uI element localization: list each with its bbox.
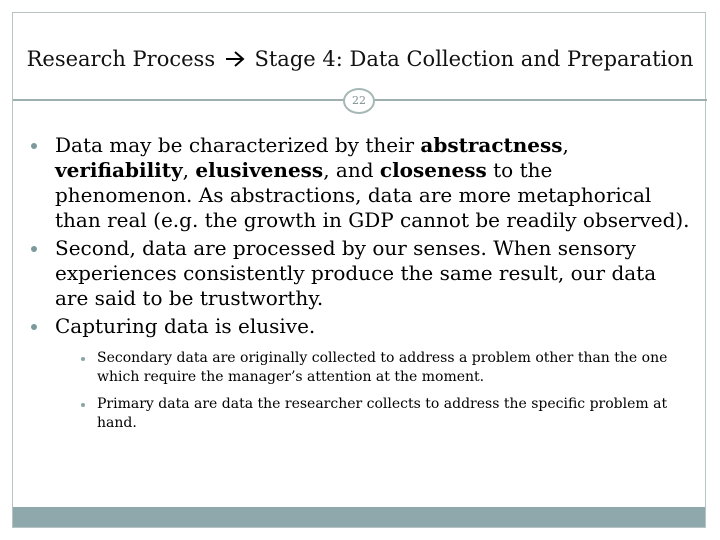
bullet-list [13,133,693,441]
term-abstractness: abstractness [420,133,563,157]
slide [12,12,706,528]
bullet-dot-icon [31,143,37,149]
bullet-dot-icon [31,246,37,252]
slide-title [13,47,707,71]
title-part-2: Stage 4: Data Collection and Preparation [254,47,694,71]
slide-number: 22 [343,88,375,114]
term-closeness: closeness [379,158,487,182]
title-part-1: Research Process [26,47,216,71]
sub-bullet-item: Primary data are data the researcher collects to address the specific problem at hand. [55,395,693,433]
term-elusiveness: elusiveness [195,158,324,182]
bullet-item: Data may be characterized by their abstractness, verifiability, elusiveness, and closeness to the phenomenon. As abstractions, data are more metaphorical than real (e.g. the growth in GDP cannot be readily observed). [13,133,693,233]
sub-bullet-dot-icon [81,403,85,407]
footer-bar [13,507,705,527]
sub-bullet-item: Secondary data are originally collected to address a problem other than the one which require the manager’s attention at the moment. [55,349,693,387]
bullet-item: Capturing data is elusive. Secondary data are originally collected to address a problem other than the one which require the manager’s attention at the moment. Primary data are data the researcher collects to address the specific problem at hand. [13,314,693,433]
bullet-dot-icon [31,324,37,330]
arrow-right-icon [224,50,246,68]
bullet-item: Second, data are processed by our senses. When sensory experiences consistently produce the same result, our data are said to be trustworthy. [13,236,693,311]
sub-bullet-list [55,349,693,433]
term-verifiability: verifiability [55,158,183,182]
sub-bullet-dot-icon [81,357,85,361]
